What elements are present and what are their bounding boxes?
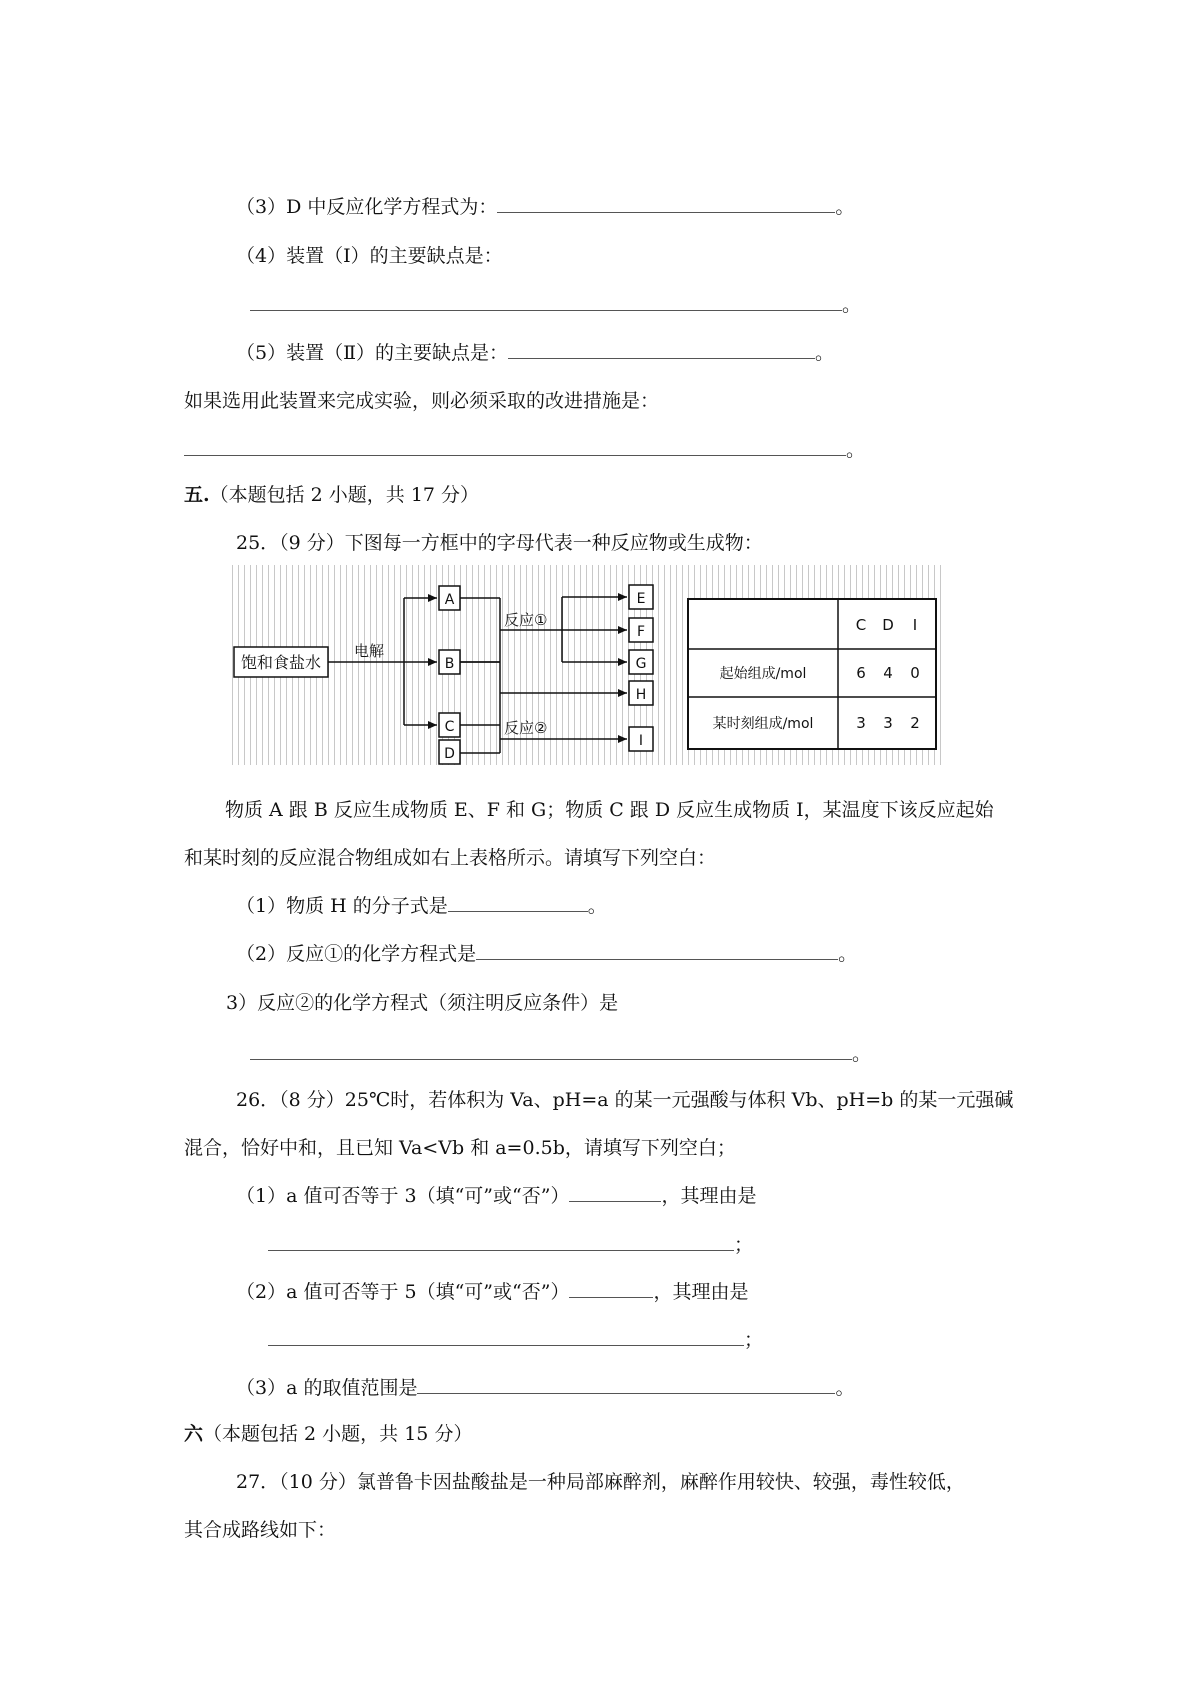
q26-item2-reason: ；	[268, 1327, 763, 1353]
box-g	[629, 650, 653, 674]
q26-item1-reason: ；	[268, 1232, 753, 1258]
box-b	[439, 650, 460, 674]
q25-para2: 和某时刻的反应混合物组成如右上表格所示。请填写下列空白：	[184, 847, 717, 869]
electrolysis-label: 电解	[354, 642, 385, 660]
box-f-label: F	[636, 624, 646, 640]
answer-blank[interactable]	[448, 893, 588, 912]
reaction-2-label: 反应②	[504, 719, 548, 737]
q24-item3: （3）D 中反应化学方程式为： 。	[236, 196, 855, 218]
box-i	[629, 727, 653, 751]
q24-improve-answer: 。	[184, 437, 865, 463]
box-d	[439, 740, 460, 764]
table-row-moment-label: 某时刻组成/mol	[712, 716, 814, 732]
composition-table	[688, 599, 936, 749]
q26-intro: 26．（8 分）25℃时，若体积为 Va、pH=a 的某一元强酸与体积 Vb、pH=b 的某一元强碱	[236, 1089, 1014, 1111]
answer-blank[interactable]	[508, 340, 815, 359]
q25-item1: （1）物质 H 的分子式是 。	[236, 895, 607, 917]
box-a-label: A	[444, 592, 455, 608]
q25-item3-answer: 。	[250, 1041, 871, 1067]
reaction-1-label: 反应①	[504, 611, 548, 629]
q24-item4: （4）装置（Ⅰ）的主要缺点是：	[236, 245, 503, 267]
table-header-i: I	[912, 616, 918, 634]
answer-blank[interactable]	[497, 194, 835, 213]
box-h-label: H	[635, 687, 647, 703]
section5-heading: 五.（本题包括 2 小题，共 17 分）	[184, 484, 480, 506]
q25-intro: 25．（9 分）下图每一方框中的字母代表一种反应物或生成物：	[236, 532, 763, 554]
box-c-label: C	[444, 719, 455, 735]
q25-item2: （2）反应①的化学方程式是 。	[236, 943, 858, 965]
box-d-label: D	[444, 746, 455, 762]
answer-blank[interactable]	[268, 1232, 734, 1251]
box-a	[439, 586, 460, 610]
answer-blank[interactable]	[184, 437, 846, 456]
reaction-diagram	[232, 565, 942, 765]
table-cell: 3	[883, 714, 893, 732]
q25-item3: 3）反应②的化学方程式（须注明反应条件）是	[226, 992, 619, 1014]
table-header-d: D	[882, 616, 894, 634]
table-cell: 6	[856, 664, 866, 682]
box-g-label: G	[635, 656, 647, 672]
q26-item3: （3）a 的取值范围是 。	[236, 1377, 855, 1399]
table-cell: 0	[910, 664, 920, 682]
answer-blank[interactable]	[268, 1327, 744, 1346]
source-label: 饱和食盐水	[240, 653, 322, 672]
box-e-label: E	[636, 591, 646, 607]
answer-blank[interactable]	[476, 941, 838, 960]
q24-item5: （5）装置（Ⅱ）的主要缺点是： 。	[236, 342, 835, 364]
q27-intro: 27．（10 分）氯普鲁卡因盐酸盐是一种局部麻醉剂，麻醉作用较快、较强，毒性较低，	[236, 1471, 965, 1493]
q26-item2: （2）a 值可否等于 5（填“可”或“否”） ，其理由是	[236, 1281, 749, 1303]
answer-blank[interactable]	[250, 292, 842, 311]
q24-improve: 如果选用此装置来完成实验，则必须采取的改进措施是：	[184, 390, 660, 412]
q25-para1: 物质 A 跟 B 反应生成物质 E、F 和 G；物质 C 跟 D 反应生成物质 I，某温度下该反应起始	[225, 799, 994, 821]
table-header-c: C	[855, 616, 867, 634]
table-cell: 2	[910, 714, 920, 732]
table-row-initial-label: 起始组成/mol	[719, 666, 807, 682]
answer-blank[interactable]	[250, 1041, 852, 1060]
q26-item1: （1）a 值可否等于 3（填“可”或“否”） ，其理由是	[236, 1185, 757, 1207]
q24-item4-answer: 。	[250, 292, 861, 318]
box-c	[439, 713, 460, 737]
box-e	[629, 585, 653, 609]
box-i-label: I	[638, 733, 644, 749]
box-f	[629, 618, 653, 642]
table-cell: 4	[883, 664, 893, 682]
answer-blank[interactable]	[417, 1375, 835, 1394]
box-h	[629, 681, 653, 705]
answer-blank[interactable]	[569, 1279, 653, 1298]
box-b-label: B	[444, 656, 455, 672]
q26-intro2: 混合，恰好中和，且已知 Va<Vb 和 a=0.5b，请填写下列空白；	[184, 1137, 736, 1159]
answer-blank[interactable]	[569, 1183, 661, 1202]
q27-intro2: 其合成路线如下：	[184, 1519, 337, 1541]
table-cell: 3	[856, 714, 866, 732]
section6-heading: 六（本题包括 2 小题，共 15 分）	[184, 1423, 473, 1445]
